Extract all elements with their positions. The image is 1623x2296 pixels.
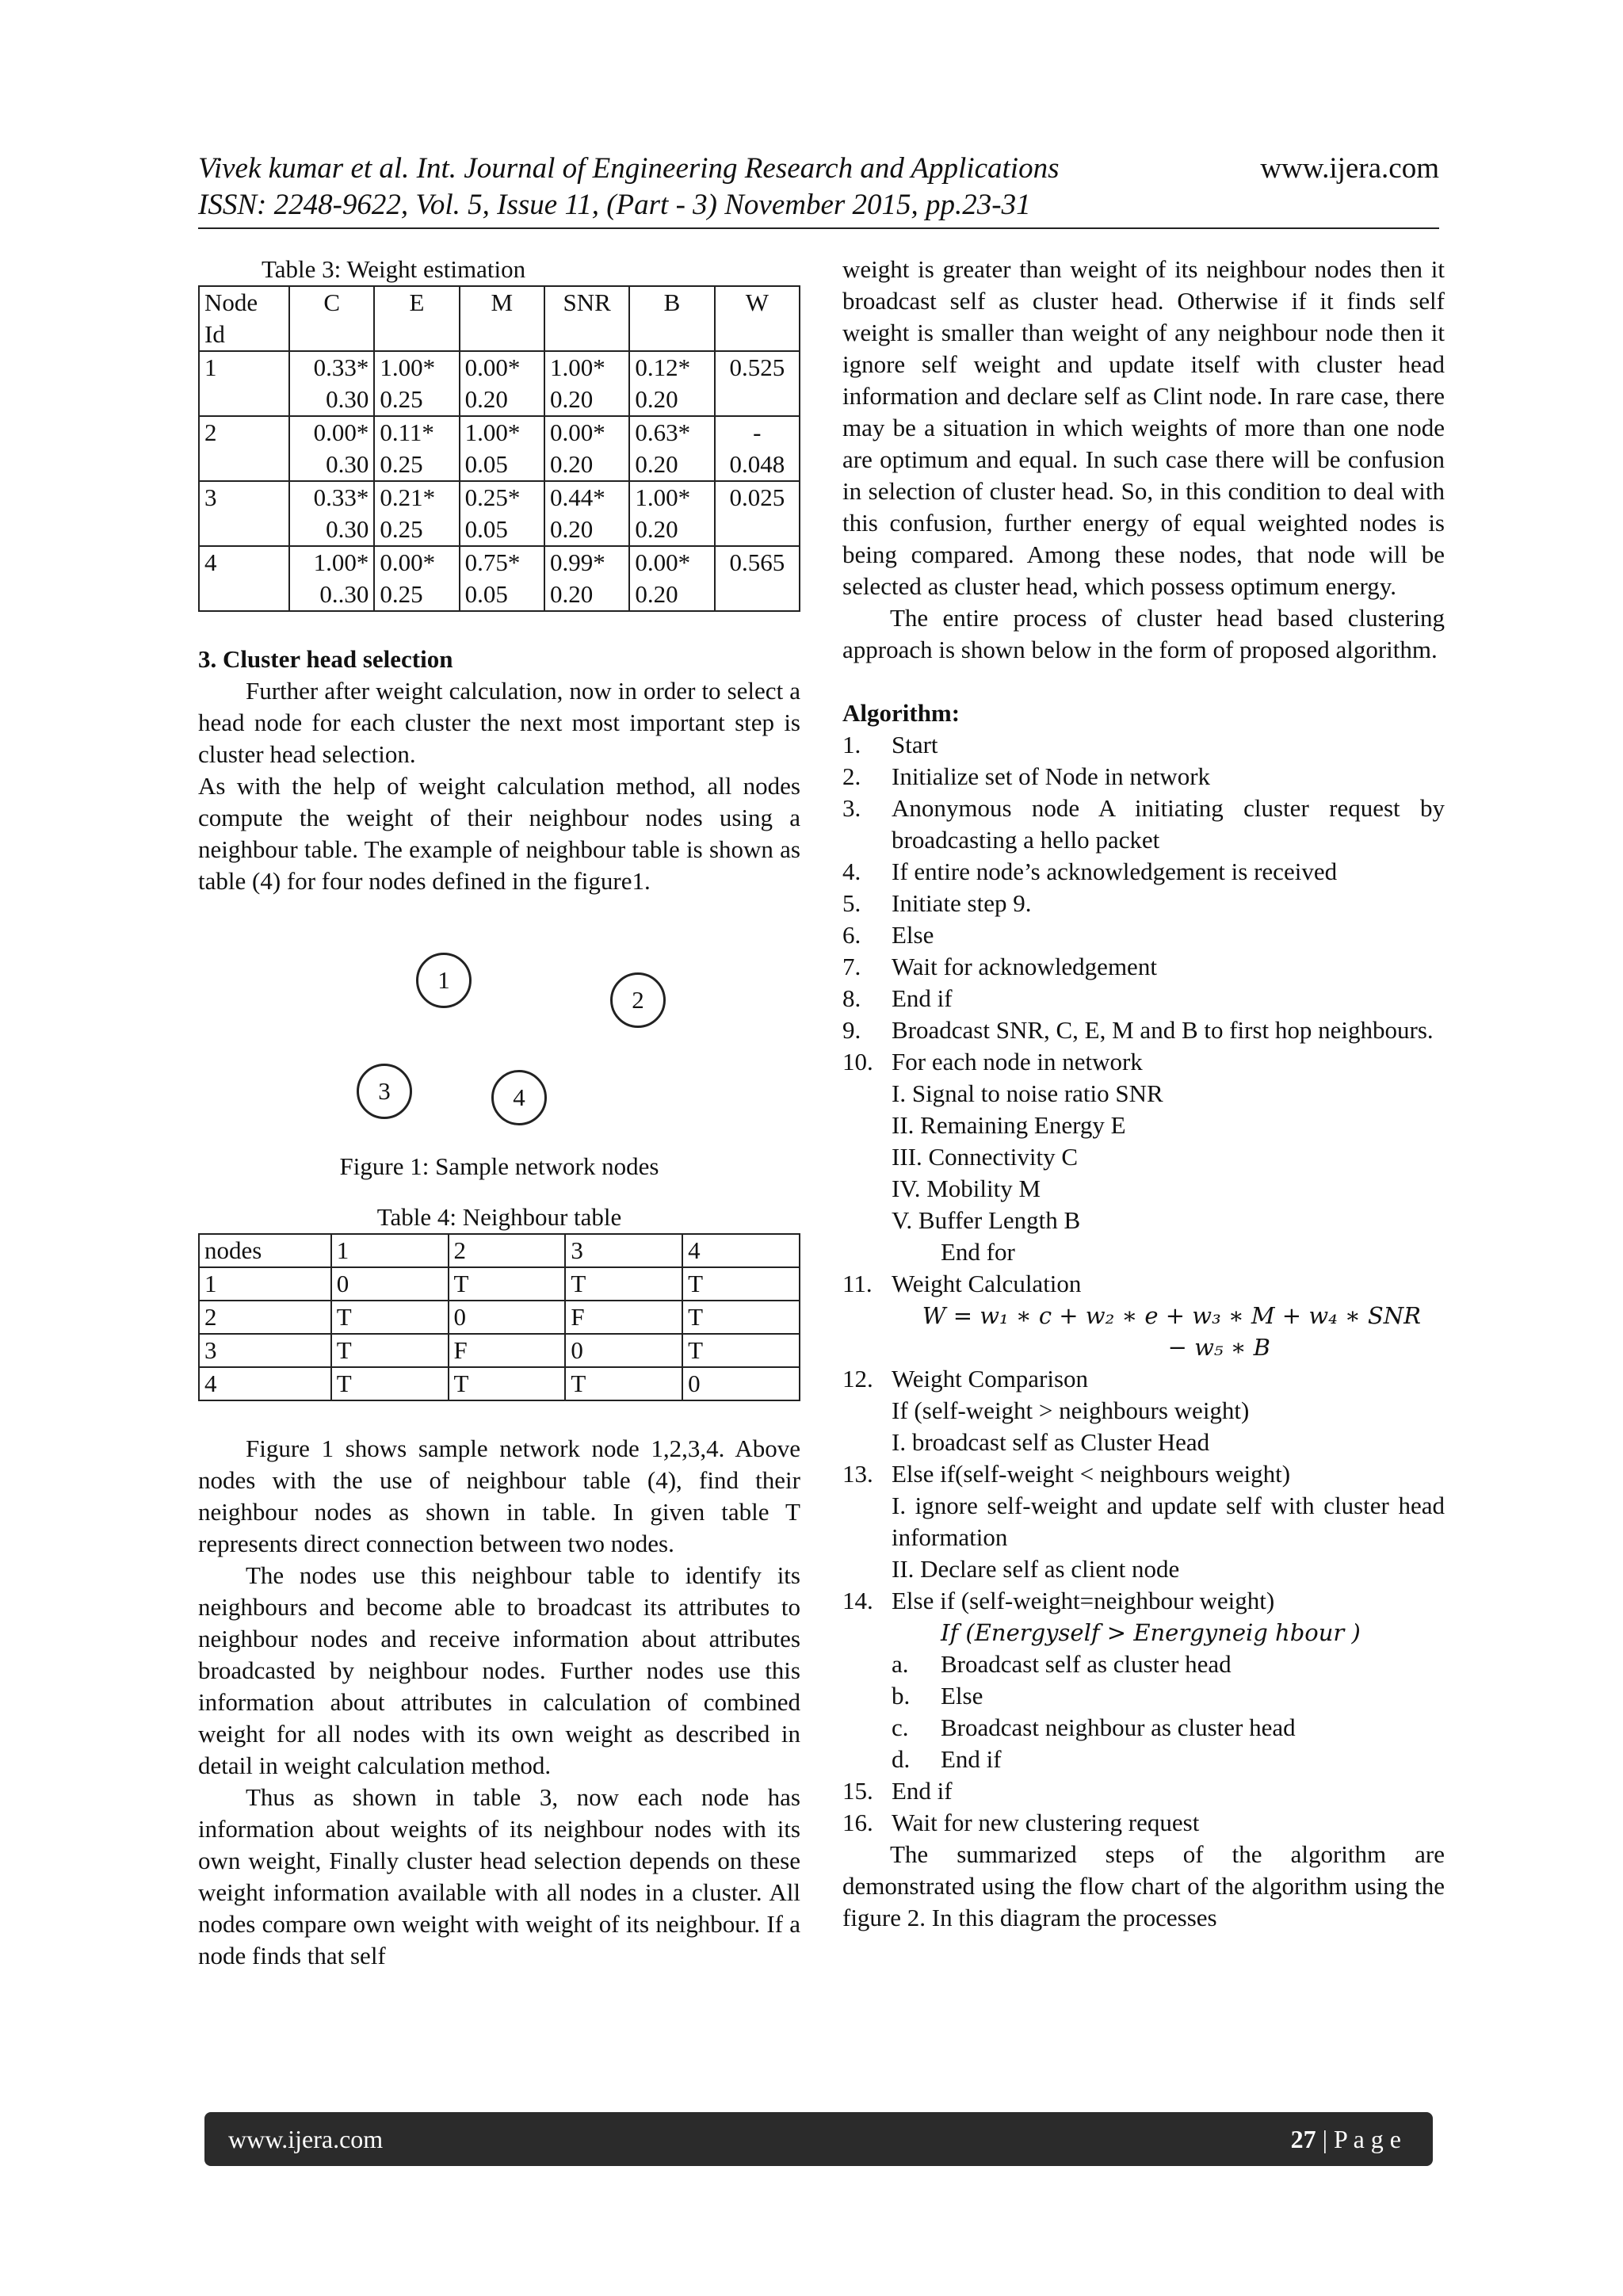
table-cell: T [331, 1367, 449, 1400]
list-item: a. Broadcast self as cluster head [892, 1650, 1232, 1678]
header-rule [198, 227, 1439, 229]
table-cell: 0.00* 0.25 [374, 546, 459, 611]
table-cell: T [565, 1267, 682, 1301]
paragraph: As with the help of weight calculation method, all nodes compute the weight of their neighbour nodes using a neighbour table. The example of neighbour table is shown as table (4) for four nodes defined in the figure1. [198, 772, 800, 895]
header-cell: C [289, 286, 374, 351]
sub-item: V. Buffer Length B [892, 1206, 1081, 1234]
header-cell: M [460, 286, 544, 351]
list-item: 5. Initiate step 9. [842, 889, 1032, 917]
network-node-3: 3 [357, 1064, 412, 1119]
table-cell: 1.00* 0..30 [289, 546, 374, 611]
table-cell: 0.75* 0.05 [460, 546, 544, 611]
table-cell: 0.025 [715, 481, 800, 546]
weight-formula-line1: W = w₁ ∗ c + w₂ ∗ e + w₃ ∗ M + w₄ ∗ SNR [922, 1302, 1421, 1329]
table-cell: T [331, 1334, 449, 1367]
table-cell: 2 [199, 1301, 331, 1334]
table-cell: - 0.048 [715, 416, 800, 481]
page-number: 27 | P a g e [1290, 2124, 1401, 2153]
table-cell: F [449, 1334, 566, 1367]
sub-item: End for [941, 1238, 1015, 1266]
list-item: 13. Else if(self-weight < neighbours weight) [842, 1460, 1291, 1488]
table-cell: T [565, 1367, 682, 1400]
header-cell: B [629, 286, 714, 351]
table-row [199, 351, 800, 416]
table-cell: 0.63* 0.20 [629, 416, 714, 481]
table-cell: 0.33* 0.30 [289, 481, 374, 546]
table-cell: T [682, 1301, 800, 1334]
weight-formula-line2: − w₅ ∗ B [1167, 1334, 1270, 1361]
table-cell: 0.11* 0.25 [374, 416, 459, 481]
sub-item: IV. Mobility M [892, 1175, 1041, 1202]
table-row [199, 1301, 800, 1334]
running-header [198, 151, 1439, 223]
table-cell: 3 [199, 1334, 331, 1367]
figure1-caption: Figure 1: Sample network nodes [339, 1152, 659, 1180]
issn-line: ISSN: 2248-9622, Vol. 5, Issue 11, (Part - 3) November 2015, pp.23-31 [198, 189, 1031, 221]
table-cell: 1.00* 0.25 [374, 351, 459, 416]
header-cell: E [374, 286, 459, 351]
table4-neighbour-table [198, 1233, 800, 1401]
list-item: 4. If entire node’s acknowledgement is received [842, 858, 1338, 885]
sub-item: I. Signal to noise ratio SNR [892, 1079, 1163, 1107]
list-item: 3. Anonymous node A initiating cluster request by broadcasting a hello packet [842, 794, 1445, 854]
table-row [199, 416, 800, 481]
list-item: 2. Initialize set of Node in network [842, 762, 1211, 790]
table-cell: T [331, 1301, 449, 1334]
table-cell: 0.00* 0.20 [460, 351, 544, 416]
table-cell: 0 [331, 1267, 449, 1301]
sub-item: II. Remaining Energy E [892, 1111, 1126, 1139]
table-cell: 0.33* 0.30 [289, 351, 374, 416]
left-column [198, 254, 800, 1972]
table-cell: 0.00* 0.30 [289, 416, 374, 481]
table-cell: 0.565 [715, 546, 800, 611]
table-row [199, 546, 800, 611]
list-item: 10. For each node in network [842, 1048, 1143, 1075]
right-column [842, 254, 1445, 1934]
list-item: 11. Weight Calculation [842, 1270, 1082, 1297]
list-item: 7. Wait for acknowledgement [842, 953, 1157, 980]
table-cell: 0.25* 0.05 [460, 481, 544, 546]
header-cell: 3 [565, 1234, 682, 1267]
figure1-network-nodes [198, 897, 800, 1143]
table-cell: 0.00* 0.20 [629, 546, 714, 611]
page-footer [204, 2112, 1433, 2166]
paragraph: weight is greater than weight of its neighbour nodes then it broadcast self as cluster head. Otherwise if it finds self weight is smaller than weight of any neighbour node then it ignore self weight and update itself with cluster head information and declare self as Clint node. In rare case, there may be a situation in which weights of more than one node are optimum and equal. In such case there will be confusion in selection of cluster head. So, in this condition to deal with this confusion, further energy of equal weighted nodes is being compared. Among these nodes, that node will be selected as cluster head, which possess optimum energy. [842, 255, 1445, 600]
footer-site: www.ijera.com [228, 2124, 384, 2153]
header-cell: nodes [199, 1234, 331, 1267]
list-item: 1. Start [842, 731, 938, 758]
table-cell: 0.12* 0.20 [629, 351, 714, 416]
header-cell: 2 [449, 1234, 566, 1267]
list-item: 15. End if [842, 1777, 953, 1805]
network-node-2: 2 [610, 972, 666, 1028]
header-cell: W [715, 286, 800, 351]
table3-weight-estimation [198, 285, 800, 612]
table-cell: 0.00* 0.20 [544, 416, 629, 481]
list-item: 6. Else [842, 921, 934, 949]
sub-item: If (self-weight > neighbours weight) [892, 1396, 1250, 1424]
table-cell: 0 [682, 1367, 800, 1400]
table-cell: 0 [449, 1301, 566, 1334]
table-cell: 1 [199, 1267, 331, 1301]
sub-item: I. ignore self-weight and update self with cluster head information [892, 1492, 1445, 1551]
list-item: c. Broadcast neighbour as cluster head [892, 1713, 1296, 1741]
list-item: 16. Wait for new clustering request [842, 1809, 1200, 1836]
list-item: 14. Else if (self-weight=neighbour weight) [842, 1587, 1275, 1614]
paragraph: The summarized steps of the algorithm are demonstrated using the flow chart of the algorithm using the figure 2. In this diagram the processes [842, 1840, 1445, 1931]
section-heading: 3. Cluster head selection [198, 645, 453, 673]
table-cell: 3 [199, 481, 289, 546]
paragraph: Thus as shown in table 3, now each node has information about weights of its neighbour nodes with its own weight, Finally cluster head selection depends on these weight information available with all nodes in a cluster. All nodes compare own weight with weight of its neighbour. If a node finds that self [198, 1783, 800, 1969]
sub-item: I. broadcast self as Cluster Head [892, 1428, 1210, 1456]
table-cell: 4 [199, 1367, 331, 1400]
table-cell: F [565, 1301, 682, 1334]
table-row [199, 1267, 800, 1301]
table-cell: 0.21* 0.25 [374, 481, 459, 546]
table-cell: T [449, 1367, 566, 1400]
table-header-row [199, 1234, 800, 1267]
header-site: www.ijera.com [1260, 152, 1439, 185]
table-cell: 2 [199, 416, 289, 481]
table-cell: 0.99* 0.20 [544, 546, 629, 611]
header-cell: 1 [331, 1234, 449, 1267]
table-cell: 1 [199, 351, 289, 416]
paragraph: Figure 1 shows sample network node 1,2,3,4. Above nodes with the use of neighbour table (4), find their neighbour nodes as shown in table. In given table T represents direct connection between two nodes. [198, 1435, 800, 1557]
header-cell: 4 [682, 1234, 800, 1267]
table-row [199, 1367, 800, 1400]
paragraph: The nodes use this neighbour table to identify its neighbours and become able to broadcast its attributes to neighbour nodes and receive information about attributes broadcasted by neighbour nodes. Further nodes use this information about attributes in calculation of combined weight for all nodes with its own weight as described in detail in weight calculation method. [198, 1561, 800, 1779]
table-cell: T [682, 1334, 800, 1367]
header-cell: Node Id [199, 286, 289, 351]
table-header-row [199, 286, 800, 351]
list-item: b. Else [892, 1682, 983, 1710]
sub-item: III. Connectivity C [892, 1143, 1079, 1171]
table-cell: 1.00* 0.05 [460, 416, 544, 481]
algorithm-heading: Algorithm: [842, 699, 960, 727]
table-cell: 1.00* 0.20 [629, 481, 714, 546]
table-row [199, 481, 800, 546]
table-cell: 0 [565, 1334, 682, 1367]
table-cell: 4 [199, 546, 289, 611]
header-cell: SNR [544, 286, 629, 351]
table-cell: 0.525 [715, 351, 800, 416]
table-cell: 1.00* 0.20 [544, 351, 629, 416]
list-item: 12. Weight Comparison [842, 1365, 1089, 1392]
network-node-4: 4 [491, 1070, 547, 1125]
journal-citation: Vivek kumar et al. Int. Journal of Engineering Research and Applications [198, 152, 1060, 185]
table-cell: T [449, 1267, 566, 1301]
list-item: d. End if [892, 1745, 1002, 1773]
table4-caption: Table 4: Neighbour table [376, 1203, 622, 1231]
table3-caption: Table 3: Weight estimation [262, 255, 526, 283]
table-cell: 0.44* 0.20 [544, 481, 629, 546]
table-row [199, 1334, 800, 1367]
paragraph: Further after weight calculation, now in order to select a head node for each cluster the next most important step is cluster head selection. [198, 677, 800, 768]
sub-item: II. Declare self as client node [892, 1555, 1180, 1583]
list-item: 8. End if [842, 984, 953, 1012]
table-cell: T [682, 1267, 800, 1301]
paragraph: The entire process of cluster head based clustering approach is shown below in the form of proposed algorithm. [842, 604, 1445, 663]
list-item: 9. Broadcast SNR, C, E, M and B to first hop neighbours. [842, 1016, 1434, 1044]
network-node-1: 1 [416, 953, 472, 1008]
algorithm-steps [842, 729, 1445, 1839]
energy-condition: If (Energyself > Energyneig hbour ) [941, 1619, 1361, 1646]
